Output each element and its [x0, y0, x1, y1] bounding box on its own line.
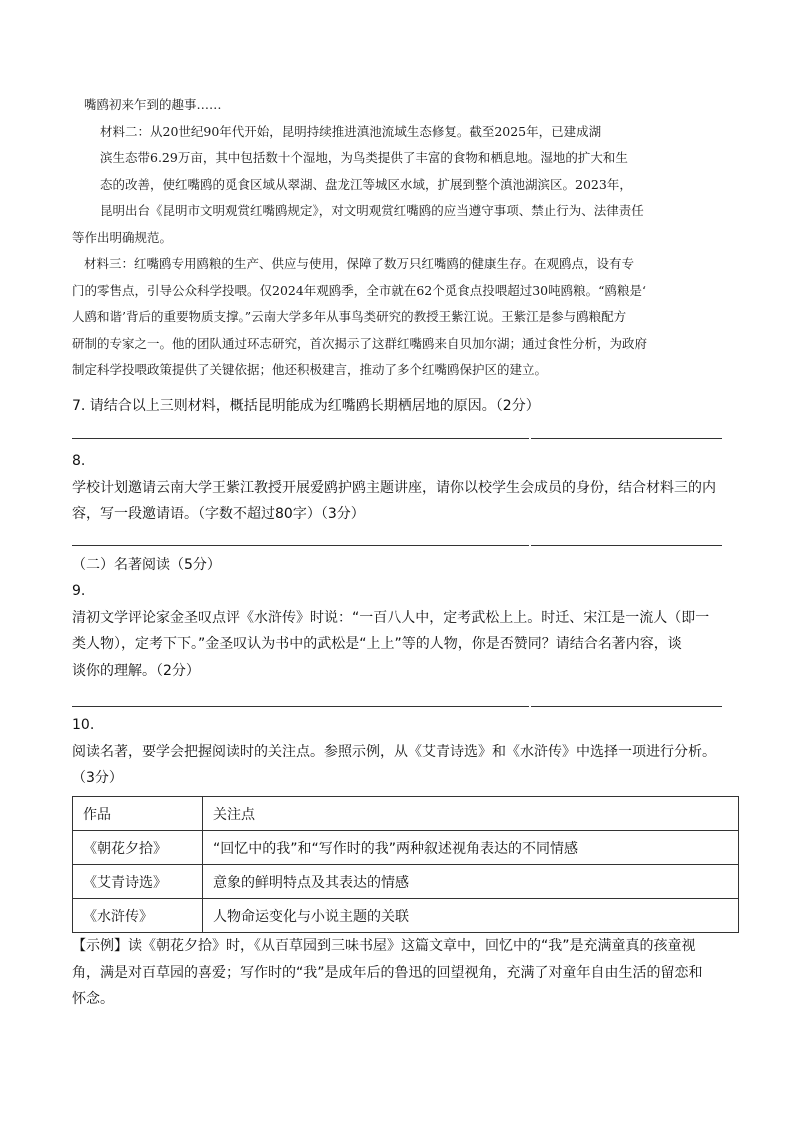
material-line: 门的零售点，引导公众科学投喂。仅2024年观鸥季，全市就在62个觅食点投喂超过30吨鸥粮。“鸥粮是‘ [72, 282, 646, 298]
material-line: 等作出明确规范。 [72, 229, 173, 245]
material-line: 研制的专家之一。他的团队通过环志研究，首次揭示了这群红嘴鸥来自贝加尔湖；通过食性分析，为政府 [72, 335, 648, 351]
question-9-number: 9. [72, 583, 86, 599]
question-8-line: 容，写一段邀请语。（字数不超过80字）（3分） [72, 506, 365, 522]
table-header-focus: 关注点 [203, 797, 739, 831]
question-9-line: 谈你的理解。（2分） [72, 662, 200, 679]
table-cell-focus: “回忆中的我”和“写作时的我”两种叙述视角表达的不同情感 [203, 831, 739, 865]
answer-line-q9[interactable] [72, 706, 722, 707]
example-answer [72, 933, 724, 1013]
table-cell-focus: 人物命运变化与小说主题的关联 [203, 899, 739, 933]
material-line: 态的改善，使红嘴鸥的觅食区域从翠湖、盘龙江等城区水域，扩展到整个滇池湖滨区。2023年， [100, 176, 632, 192]
table-cell-work: 《水浒传》 [73, 899, 203, 933]
section-title: （二）名著阅读（5分） [72, 557, 221, 573]
question-9 [72, 578, 724, 684]
example-line: 【示例】读《朝花夕拾》时，《从百草园到三味书屋》这篇文章中，回忆中的“我”是充满童真的孩童视 [72, 938, 696, 954]
focus-table [72, 796, 739, 933]
table-header-row [73, 797, 739, 831]
answer-line-q7[interactable] [72, 438, 722, 439]
table-row [73, 865, 739, 899]
table-cell-work: 《朝花夕拾》 [73, 831, 203, 865]
material-line: 材料二：从20世纪90年代开始，昆明持续推进滇池流域生态修复。截至2025年，已建成湖 [100, 123, 602, 139]
question-10-line: 阅读名著，要学会把握阅读时的关注点。参照示例，从《艾青诗选》和《水浒传》中选择一项进行分析。 [72, 743, 716, 760]
table-header-work: 作品 [73, 797, 203, 831]
material-line: 昆明出台《昆明市文明观赏红嘴鸥规定》，对文明观赏红嘴鸥的应当遵守事项、禁止行为、法律责任 [100, 203, 644, 218]
material-line: 制定科学投喂政策提供了关键依据；他还积极建言，推动了多个红嘴鸥保护区的建立。 [72, 362, 548, 377]
material-line: 嘴鸥初来乍到的趣事…… [84, 97, 222, 112]
table-cell-work: 《艾青诗选》 [73, 865, 203, 899]
material-line: 材料三：红嘴鸥专用鸥粮的生产、供应与使用，保障了数万只红嘴鸥的健康生存。在观鸥点，设有专 [84, 256, 635, 271]
example-line: 角，满是对百草园的喜爱；写作时的“我”是成年后的鲁迅的回望视角，充满了对童年自由生活的留恋和 [72, 964, 703, 981]
question-8-line: 学校计划邀请云南大学王紫江教授开展爱鸥护鸥主题讲座，请你以校学生会成员的身份，结合材料三的内 [72, 479, 716, 496]
question-9-line: 类人物），定考下下。”金圣叹认为书中的武松是“上上”等的人物，你是否赞同？请结合名著内容，谈 [72, 636, 682, 652]
question-8-number: 8. [72, 453, 86, 469]
question-7-text: 7. 请结合以上三则材料，概括昆明能成为红嘴鸥长期栖居地的原因。（2分） [72, 398, 540, 414]
reading-materials [72, 92, 726, 384]
question-10-line: （3分） [72, 770, 123, 786]
table-row [73, 831, 739, 865]
question-9-line: 清初文学评论家金圣叹点评《水浒传》时说：“一百八人中，定考武松上上。时迁、宋江是一流人（即一 [72, 609, 710, 626]
material-line: 滨生态带6.29万亩，其中包括数十个湿地，为鸟类提供了丰富的食物和栖息地。湿地的扩大和生 [100, 150, 628, 165]
answer-line-q8[interactable] [72, 545, 722, 546]
material-line: 人鸥和谐’背后的重要物质支撑。”云南大学多年从事鸟类研究的教授王紫江说。王紫江是参与鸥粮配方 [72, 309, 627, 324]
question-10-number: 10. [72, 717, 95, 733]
question-10 [72, 712, 724, 792]
example-line: 怀念。 [72, 991, 114, 1007]
question-7 [72, 393, 724, 420]
table-cell-focus: 意象的鲜明特点及其表达的情感 [203, 865, 739, 899]
table-row [73, 899, 739, 933]
section-2-title [72, 552, 724, 579]
question-8 [72, 448, 724, 528]
